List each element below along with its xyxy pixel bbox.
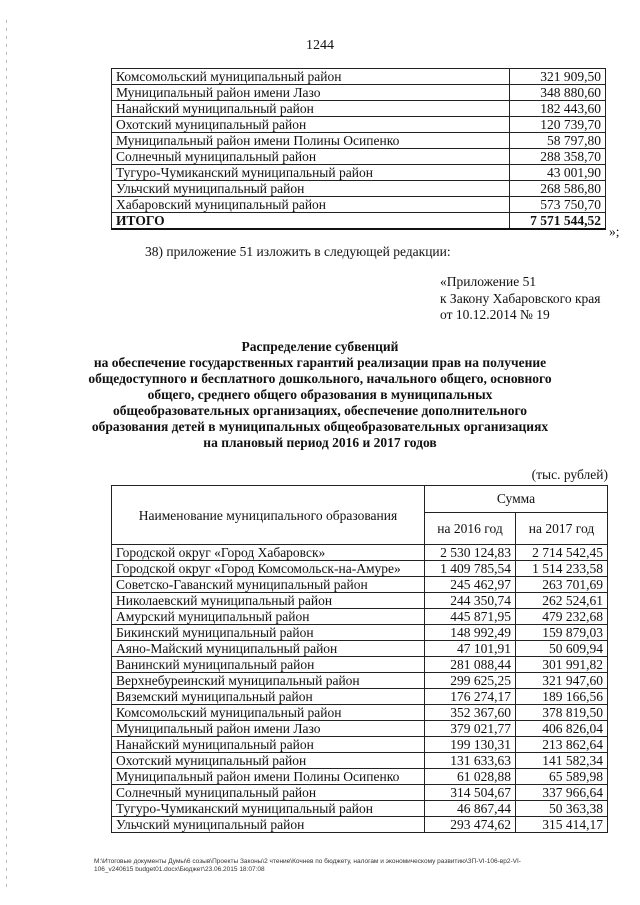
amount-2017: 159 879,03 bbox=[516, 625, 608, 641]
district-name: Комсомольский муниципальный район bbox=[112, 69, 510, 85]
table-row bbox=[112, 117, 606, 133]
table-row bbox=[112, 69, 606, 85]
amount-2017: 189 166,56 bbox=[516, 689, 608, 705]
district-amount: 58 797,80 bbox=[510, 133, 606, 149]
municipality-name: Комсомольский муниципальный район bbox=[112, 705, 425, 721]
amount-2016: 379 021,77 bbox=[425, 721, 516, 737]
header-name: Наименование муниципального образования bbox=[112, 486, 425, 545]
amount-2016: 176 274,17 bbox=[425, 689, 516, 705]
amount-2016: 61 028,88 bbox=[425, 769, 516, 785]
table-row bbox=[112, 561, 608, 577]
amount-2016: 352 367,60 bbox=[425, 705, 516, 721]
amount-2017: 263 701,69 bbox=[516, 577, 608, 593]
amount-2017: 213 862,64 bbox=[516, 737, 608, 753]
district-name: Хабаровский муниципальный район bbox=[112, 197, 510, 213]
district-amount: 7 571 544,52 bbox=[510, 213, 606, 230]
district-amount: 43 001,90 bbox=[510, 165, 606, 181]
amount-2017: 1 514 233,58 bbox=[516, 561, 608, 577]
table-row bbox=[112, 769, 608, 785]
district-amount: 268 586,80 bbox=[510, 181, 606, 197]
table-row bbox=[112, 181, 606, 197]
amount-2017: 50 363,38 bbox=[516, 801, 608, 817]
district-name: Тугуро-Чумиканский муниципальный район bbox=[112, 165, 510, 181]
scan-margin-line bbox=[6, 20, 7, 890]
table-row bbox=[112, 673, 608, 689]
municipality-name: Вяземский муниципальный район bbox=[112, 689, 425, 705]
table-row bbox=[112, 801, 608, 817]
table-row bbox=[112, 85, 606, 101]
amount-2016: 148 992,49 bbox=[425, 625, 516, 641]
heading-line: Распределение субвенций bbox=[241, 339, 399, 354]
heading-line: образования детей в муниципальных общеобразовательных организациях bbox=[91, 419, 549, 434]
municipality-name: Советско-Гаванский муниципальный район bbox=[112, 577, 425, 593]
amount-2017: 337 966,64 bbox=[516, 785, 608, 801]
amount-2016: 2 530 124,83 bbox=[425, 545, 516, 561]
amount-2017: 378 819,50 bbox=[516, 705, 608, 721]
table-row bbox=[112, 721, 608, 737]
amount-2016: 199 130,31 bbox=[425, 737, 516, 753]
district-name: Ульчский муниципальный район bbox=[112, 181, 510, 197]
main-subvention-table bbox=[111, 485, 608, 833]
document-heading bbox=[0, 339, 640, 451]
district-name: ИТОГО bbox=[112, 213, 510, 230]
municipality-name: Бикинский муниципальный район bbox=[112, 625, 425, 641]
municipality-name: Муниципальный район имени Лазо bbox=[112, 721, 425, 737]
amount-2017: 406 826,04 bbox=[516, 721, 608, 737]
table-row bbox=[112, 133, 606, 149]
district-amount: 182 443,60 bbox=[510, 101, 606, 117]
district-amount: 573 750,70 bbox=[510, 197, 606, 213]
district-amount: 120 739,70 bbox=[510, 117, 606, 133]
page-number: 1244 bbox=[306, 38, 334, 53]
amount-2016: 47 101,91 bbox=[425, 641, 516, 657]
footer-line: 106_v240615 budget01.docx\Бюджет\23.06.2015 18:07:08 bbox=[94, 866, 265, 873]
amount-2016: 244 350,74 bbox=[425, 593, 516, 609]
district-amount: 321 909,50 bbox=[510, 69, 606, 85]
table-row bbox=[112, 689, 608, 705]
heading-line: на плановый период 2016 и 2017 годов bbox=[203, 435, 437, 450]
top-subvention-table bbox=[111, 68, 606, 230]
district-name: Солнечный муниципальный район bbox=[112, 149, 510, 165]
heading-line: общедоступного и бесплатного дошкольного, начального общего, основного bbox=[88, 371, 552, 386]
table-row bbox=[112, 197, 606, 213]
table-row bbox=[112, 625, 608, 641]
heading-line: на обеспечение государственных гарантий реализации прав на получение bbox=[93, 355, 547, 370]
amount-2016: 131 633,63 bbox=[425, 753, 516, 769]
table-row bbox=[112, 101, 606, 117]
table-row bbox=[112, 641, 608, 657]
district-name: Муниципальный район имени Лазо bbox=[112, 85, 510, 101]
header-2017: на 2017 год bbox=[516, 512, 608, 544]
district-amount: 348 880,60 bbox=[510, 85, 606, 101]
table-row bbox=[112, 657, 608, 673]
amount-2016: 46 867,44 bbox=[425, 801, 516, 817]
municipality-name: Амурский муниципальный район bbox=[112, 609, 425, 625]
municipality-name: Городской округ «Город Хабаровск» bbox=[112, 545, 425, 561]
amount-2016: 293 474,62 bbox=[425, 817, 516, 833]
table-row bbox=[112, 785, 608, 801]
municipality-name: Николаевский муниципальный район bbox=[112, 593, 425, 609]
amount-2017: 301 991,82 bbox=[516, 657, 608, 673]
table-row bbox=[112, 165, 606, 181]
appendix-reference bbox=[440, 274, 601, 324]
table-row bbox=[112, 213, 606, 230]
municipality-name: Городской округ «Город Комсомольск-на-Амуре» bbox=[112, 561, 425, 577]
amendment-paragraph: 38) приложение 51 изложить в следующей редакции: bbox=[145, 244, 451, 259]
table-row bbox=[112, 753, 608, 769]
amount-2016: 445 871,95 bbox=[425, 609, 516, 625]
amount-2017: 2 714 542,45 bbox=[516, 545, 608, 561]
amount-2016: 281 088,44 bbox=[425, 657, 516, 673]
municipality-name: Верхнебуреинский муниципальный район bbox=[112, 673, 425, 689]
amount-2017: 141 582,34 bbox=[516, 753, 608, 769]
appendix-line: «Приложение 51 bbox=[440, 274, 537, 289]
municipality-name: Аяно-Майский муниципальный район bbox=[112, 641, 425, 657]
table-row bbox=[112, 737, 608, 753]
amount-2017: 262 524,61 bbox=[516, 593, 608, 609]
header-sum: Сумма bbox=[425, 486, 608, 513]
heading-line: общеобразовательных организациях, обеспечение дополнительного bbox=[112, 403, 527, 418]
municipality-name: Ульчский муниципальный район bbox=[112, 817, 425, 833]
table-row bbox=[112, 577, 608, 593]
heading-line: общего, среднего общего образования в муниципальных bbox=[147, 387, 493, 402]
file-path-footer bbox=[94, 858, 614, 874]
units-label: (тыс. рублей) bbox=[531, 467, 608, 482]
table-row bbox=[112, 545, 608, 561]
header-2016: на 2016 год bbox=[425, 512, 516, 544]
municipality-name: Муниципальный район имени Полины Осипенко bbox=[112, 769, 425, 785]
municipality-name: Ванинский муниципальный район bbox=[112, 657, 425, 673]
amount-2017: 65 589,98 bbox=[516, 769, 608, 785]
amount-2017: 315 414,17 bbox=[516, 817, 608, 833]
amount-2017: 479 232,68 bbox=[516, 609, 608, 625]
district-amount: 288 358,70 bbox=[510, 149, 606, 165]
municipality-name: Тугуро-Чумиканский муниципальный район bbox=[112, 801, 425, 817]
appendix-line: от 10.12.2014 № 19 bbox=[440, 307, 550, 322]
district-name: Муниципальный район имени Полины Осипенко bbox=[112, 133, 510, 149]
appendix-line: к Закону Хабаровского края bbox=[440, 290, 601, 306]
amount-2016: 1 409 785,54 bbox=[425, 561, 516, 577]
table-row bbox=[112, 705, 608, 721]
table-row bbox=[112, 609, 608, 625]
amount-2016: 299 625,25 bbox=[425, 673, 516, 689]
table-row bbox=[112, 149, 606, 165]
municipality-name: Нанайский муниципальный район bbox=[112, 737, 425, 753]
closing-quote: »; bbox=[609, 224, 620, 239]
municipality-name: Солнечный муниципальный район bbox=[112, 785, 425, 801]
footer-line: M:\Итоговые документы Думы\6 созыв\Проекты Законы\2 чтение\Кочнев по бюджету, налогам и экономическому развитию\ЗП-VI-106-вр2-VI- bbox=[94, 858, 521, 865]
table-row bbox=[112, 817, 608, 833]
district-name: Нанайский муниципальный район bbox=[112, 101, 510, 117]
table-row bbox=[112, 593, 608, 609]
amount-2017: 50 609,94 bbox=[516, 641, 608, 657]
amount-2016: 314 504,67 bbox=[425, 785, 516, 801]
district-name: Охотский муниципальный район bbox=[112, 117, 510, 133]
amount-2016: 245 462,97 bbox=[425, 577, 516, 593]
municipality-name: Охотский муниципальный район bbox=[112, 753, 425, 769]
amount-2017: 321 947,60 bbox=[516, 673, 608, 689]
